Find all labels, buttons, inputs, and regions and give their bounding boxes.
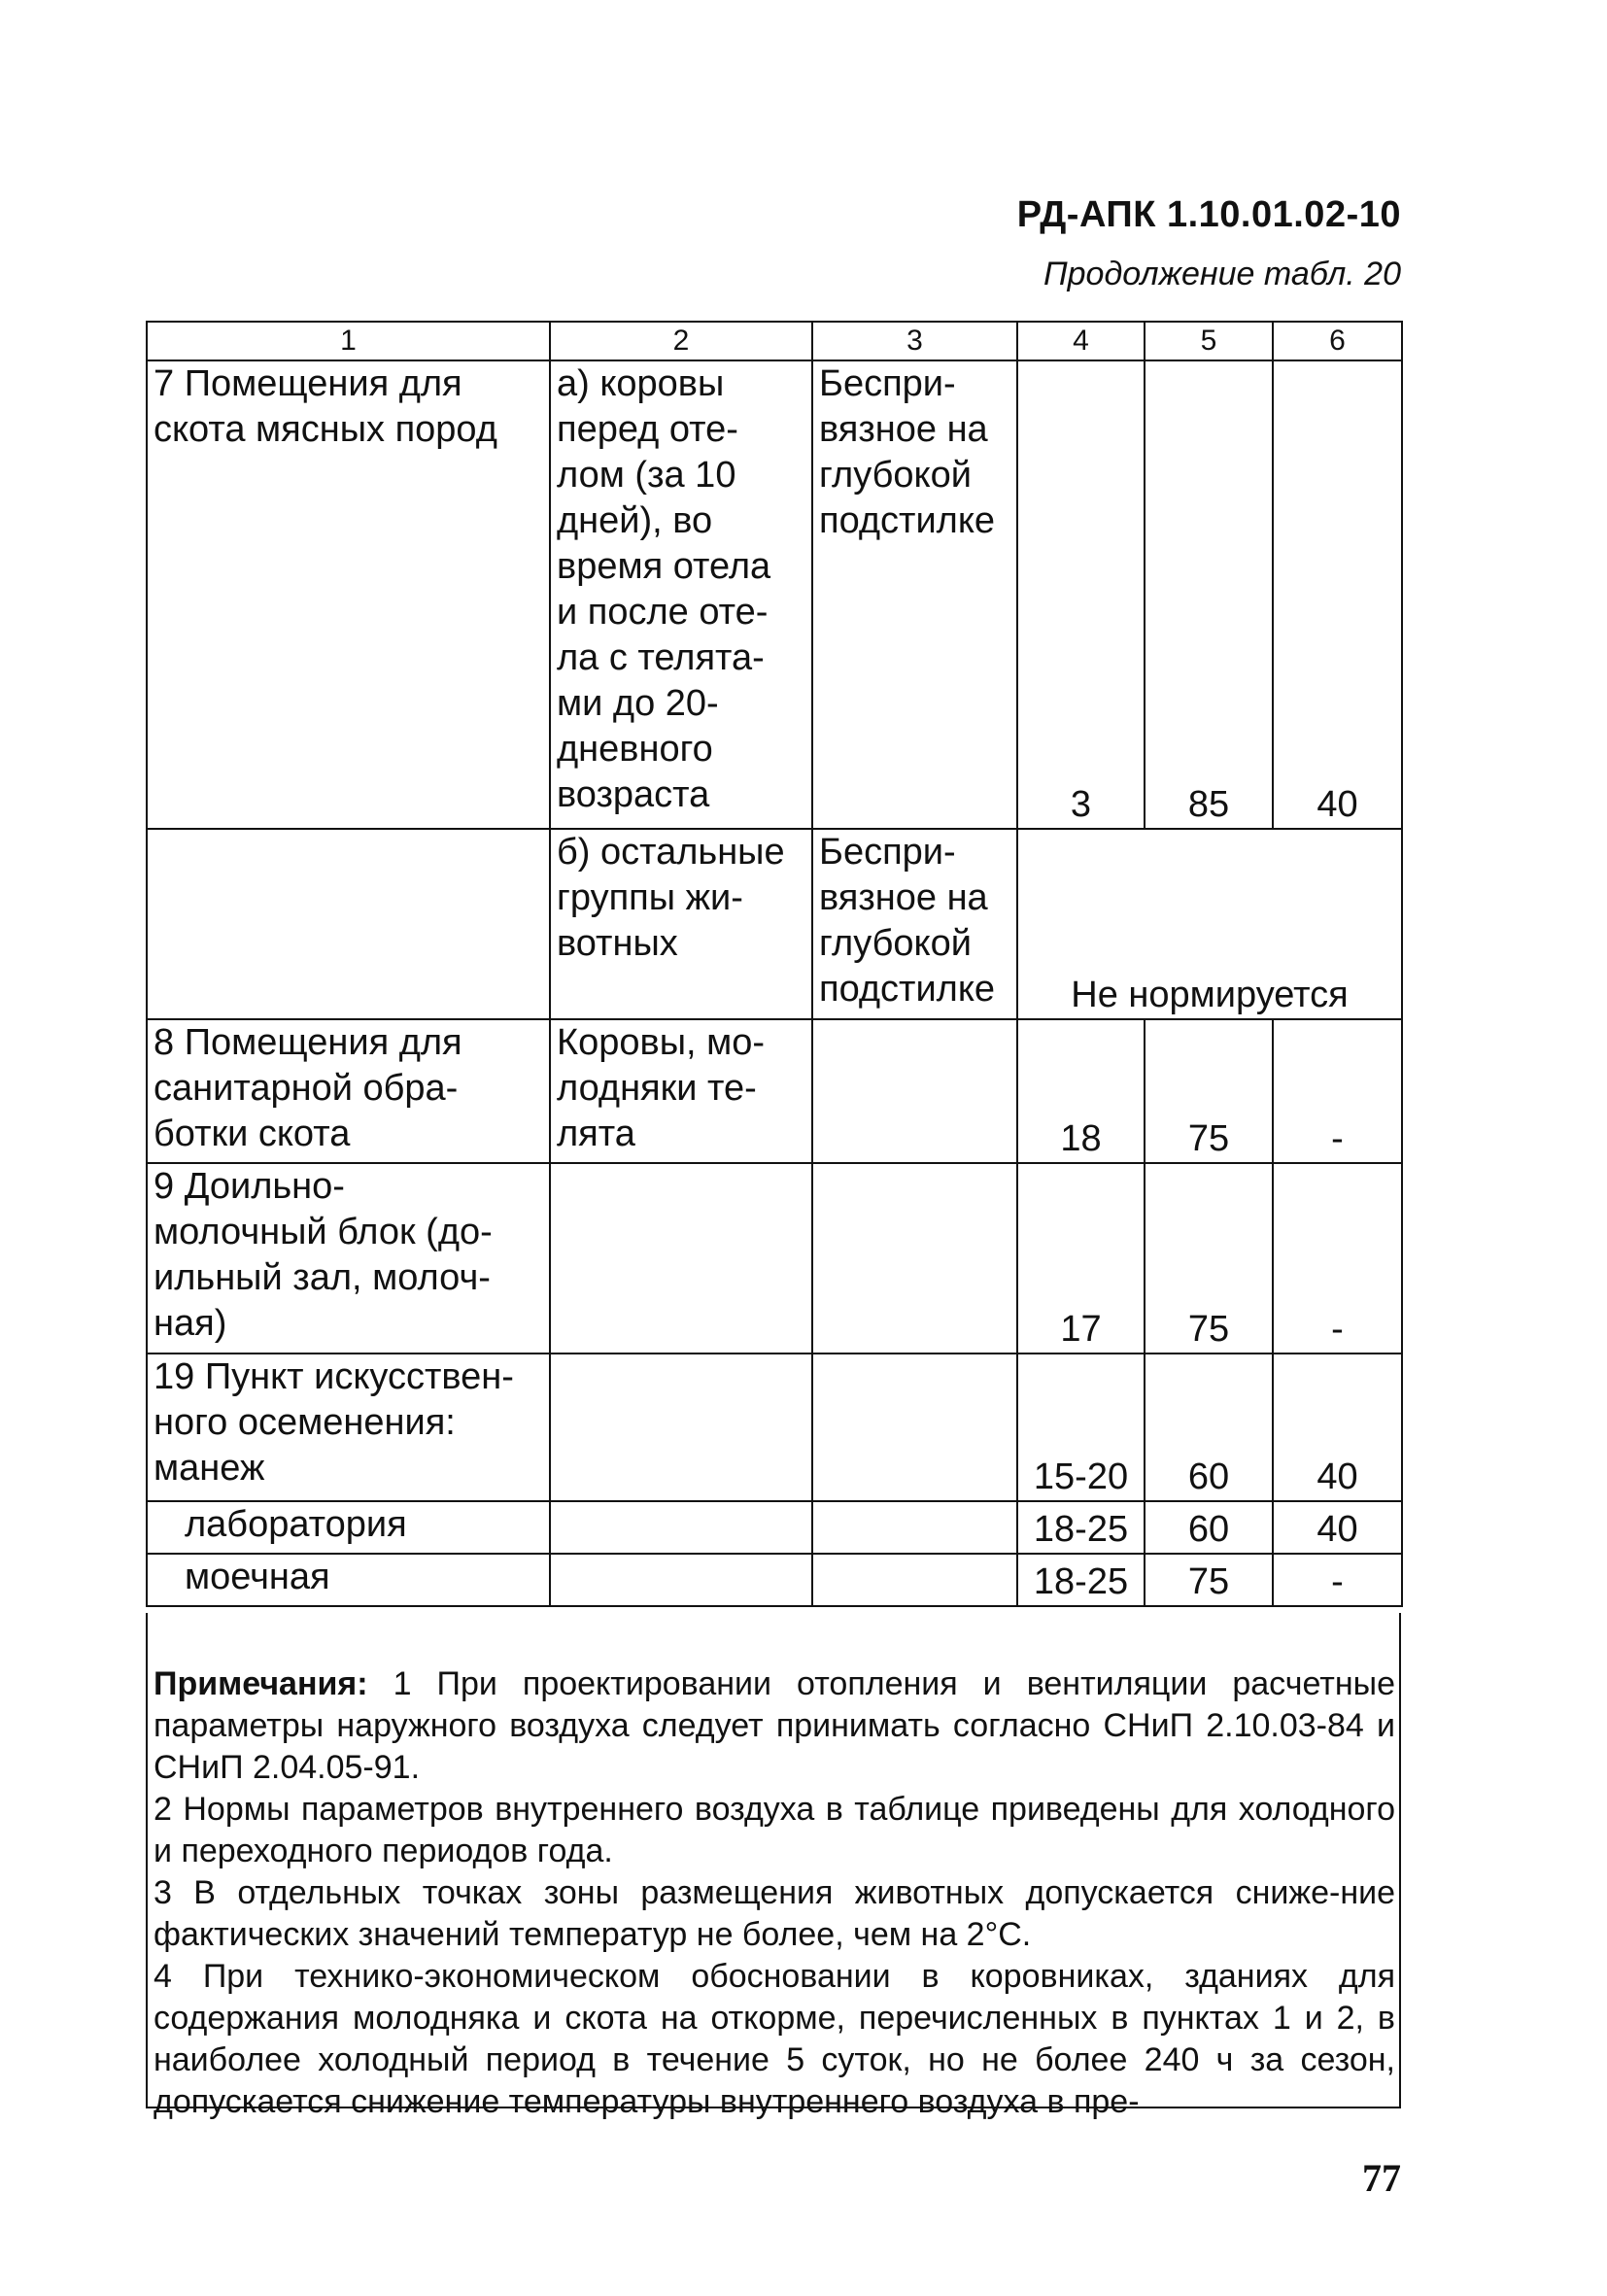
value-cell: 85: [1145, 360, 1273, 829]
premises-cell: моечная: [147, 1554, 550, 1606]
value-cell: 17: [1017, 1163, 1145, 1354]
note-3: 3 В отдельных точках зоны размещения животных допускается сниже-ние фактических значений температур не более, чем на 2°С.: [154, 1874, 1395, 1953]
housing-cell: Беспри- вязное на глубокой подстилке: [812, 360, 1017, 829]
column-header: 5: [1145, 322, 1273, 360]
column-header: 3: [812, 322, 1017, 360]
table-header-row: [147, 322, 1402, 360]
value-cell: 18-25: [1017, 1554, 1145, 1606]
value-cell: 40: [1273, 1501, 1402, 1554]
premises-cell: 7 Помещения для скота мясных пород: [147, 360, 550, 829]
housing-cell: [812, 1554, 1017, 1606]
premises-cell: 9 Доильно- молочный блок (до- ильный зал, молоч- ная): [147, 1163, 550, 1354]
value-cell: 18-25: [1017, 1501, 1145, 1554]
table-row: [147, 1554, 1402, 1606]
premises-cell: 19 Пункт искусствен- ного осеменения: манеж: [147, 1354, 550, 1501]
value-cell: 40: [1273, 1354, 1402, 1501]
value-cell: 75: [1145, 1019, 1273, 1163]
notes-block: [146, 1613, 1401, 2120]
note-1: [154, 1663, 1395, 1789]
animal-group-cell: б) остальные группы жи- вотных: [550, 829, 812, 1019]
value-cell: 75: [1145, 1554, 1273, 1606]
housing-cell: [812, 1501, 1017, 1554]
table-container: [146, 321, 1401, 1607]
table-row: [147, 829, 1402, 1019]
value-cell: 75: [1145, 1163, 1273, 1354]
column-header: 1: [147, 322, 550, 360]
value-cell: 18: [1017, 1019, 1145, 1163]
animal-group-cell: [550, 1554, 812, 1606]
column-header: 4: [1017, 322, 1145, 360]
table-continuation-label: Продолжение табл. 20: [1043, 256, 1401, 292]
table-row: [147, 360, 1402, 829]
parameters-table: [146, 321, 1403, 1607]
value-cell: 60: [1145, 1354, 1273, 1501]
value-cell: 60: [1145, 1501, 1273, 1554]
column-header: 6: [1273, 322, 1402, 360]
table-row: [147, 1019, 1402, 1163]
premises-cell: [147, 829, 550, 1019]
premises-cell: лаборатория: [147, 1501, 550, 1554]
table-row: [147, 1501, 1402, 1554]
housing-cell: Беспри- вязное на глубокой подстилке: [812, 829, 1017, 1019]
housing-cell: [812, 1019, 1017, 1163]
animal-group-cell: [550, 1163, 812, 1354]
table-row: [147, 1163, 1402, 1354]
document-code: РД-АПК 1.10.01.02-10: [1016, 194, 1401, 235]
note-1-text: 1 При проектировании отопления и вентиляции расчетные параметры наружного воздуха следует принимать согласно СНиП 2.10.03-84 и СНиП 2.04.05-91.: [154, 1665, 1395, 1786]
note-4: 4 При технико-экономическом обосновании в коровниках, зданиях для содержания молодняка и скота на откорме, перечисленных в пунктах 1 и 2, в наиболее холодный период в течение 5 суток, но не более 240 ч за сезон, допускается снижение температуры внутреннего воздуха в пре-: [154, 1958, 1395, 2120]
column-header: 2: [550, 322, 812, 360]
value-cell: -: [1273, 1163, 1402, 1354]
housing-cell: [812, 1163, 1017, 1354]
value-cell: 15-20: [1017, 1354, 1145, 1501]
page-number: 77: [1362, 2156, 1401, 2200]
not-normalized-cell: Не нормируется: [1017, 829, 1402, 1019]
animal-group-cell: [550, 1501, 812, 1554]
housing-cell: [812, 1354, 1017, 1501]
animal-group-cell: [550, 1354, 812, 1501]
table-row: [147, 1354, 1402, 1501]
value-cell: 3: [1017, 360, 1145, 829]
animal-group-cell: а) коровы перед оте- лом (за 10 дней), во время отела и после оте- ла с телята- ми до 20- дневного возраста: [550, 360, 812, 829]
value-cell: -: [1273, 1019, 1402, 1163]
notes-title: Примечания:: [154, 1665, 368, 1702]
value-cell: 40: [1273, 360, 1402, 829]
animal-group-cell: Коровы, мо- лодняки те- лята: [550, 1019, 812, 1163]
premises-cell: 8 Помещения для санитарной обра- ботки скота: [147, 1019, 550, 1163]
value-cell: -: [1273, 1554, 1402, 1606]
note-2: 2 Нормы параметров внутреннего воздуха в таблице приведены для холодного и переходного периодов года.: [154, 1791, 1395, 1869]
